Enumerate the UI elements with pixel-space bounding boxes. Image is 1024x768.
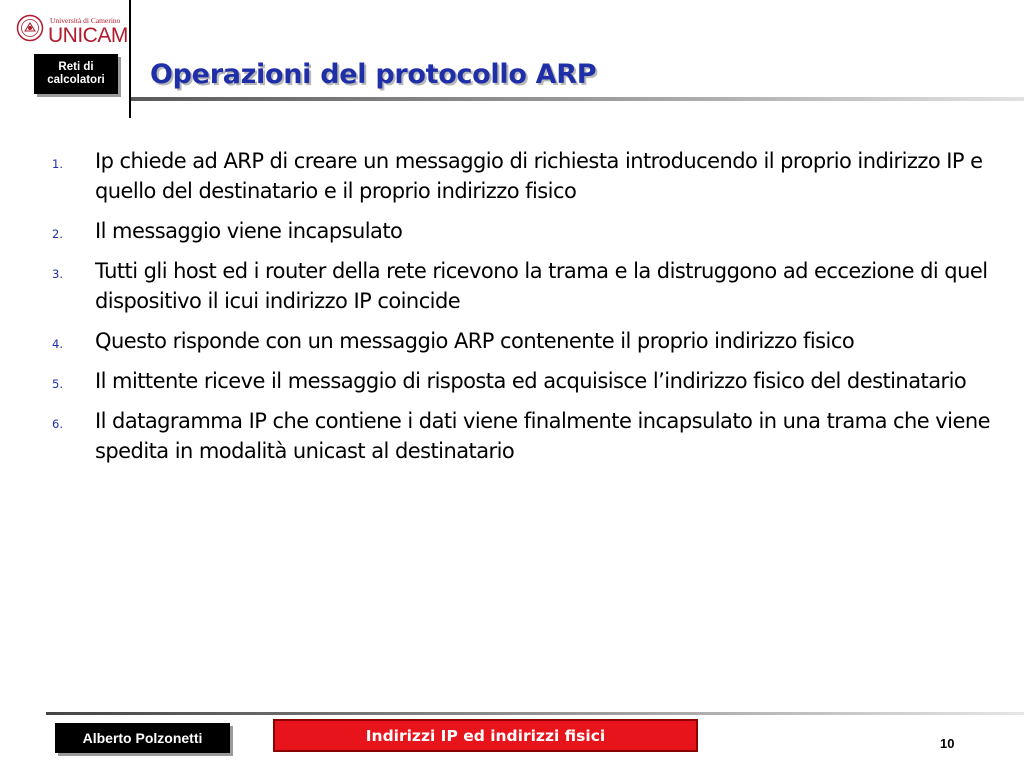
list-item-text: Tutti gli host ed i router della rete ricevono la trama e la distruggono ad eccezione di quel dispositivo il icui indirizzo IP coincide bbox=[95, 259, 988, 313]
page-number: 10 bbox=[940, 736, 955, 751]
list-item-text: Questo risponde con un messaggio ARP contenente il proprio indirizzo fisico bbox=[95, 329, 855, 353]
footer-author: Alberto Polzonetti bbox=[55, 723, 230, 753]
list-item bbox=[52, 406, 1002, 466]
university-seal-icon bbox=[16, 14, 44, 42]
list-item-text: Il mittente riceve il messaggio di risposta ed acquisisce l’indirizzo fisico del destinatario bbox=[95, 369, 967, 393]
list-item-number: 6. bbox=[52, 417, 63, 431]
footer-divider bbox=[46, 712, 1024, 715]
list-item bbox=[52, 256, 1002, 316]
list-item bbox=[52, 216, 1002, 246]
list-item bbox=[52, 366, 1002, 396]
course-badge-line1: Reti di bbox=[58, 61, 94, 73]
list-item-text: Il datagramma IP che contiene i dati viene finalmente incapsulato in una trama che viene spedita in modalità unicast al destinatario bbox=[95, 409, 990, 463]
footer-subject: Indirizzi IP ed indirizzi fisici bbox=[273, 719, 698, 752]
logo-name-text: UNICAM bbox=[48, 24, 128, 47]
list-item-text: Ip chiede ad ARP di creare un messaggio di richiesta introducendo il proprio indirizzo IP e quello del destinatario e il proprio indirizzo fisico bbox=[95, 149, 983, 203]
list-item-number: 1. bbox=[52, 157, 63, 171]
steps-list bbox=[52, 146, 1002, 476]
logo-university-text: Università di Camerino bbox=[50, 16, 121, 25]
course-badge bbox=[34, 54, 118, 94]
course-badge-line2: calcolatori bbox=[47, 74, 105, 86]
slide-title: Operazioni del protocollo ARP bbox=[150, 59, 597, 90]
list-item bbox=[52, 326, 1002, 356]
list-item bbox=[52, 146, 1002, 206]
list-item-number: 5. bbox=[52, 377, 63, 391]
title-divider bbox=[131, 97, 1024, 101]
unicam-logo bbox=[14, 12, 126, 46]
list-item-number: 2. bbox=[52, 227, 63, 241]
list-item-number: 4. bbox=[52, 337, 63, 351]
list-item-number: 3. bbox=[52, 267, 63, 281]
list-item-text: Il messaggio viene incapsulato bbox=[95, 219, 403, 243]
